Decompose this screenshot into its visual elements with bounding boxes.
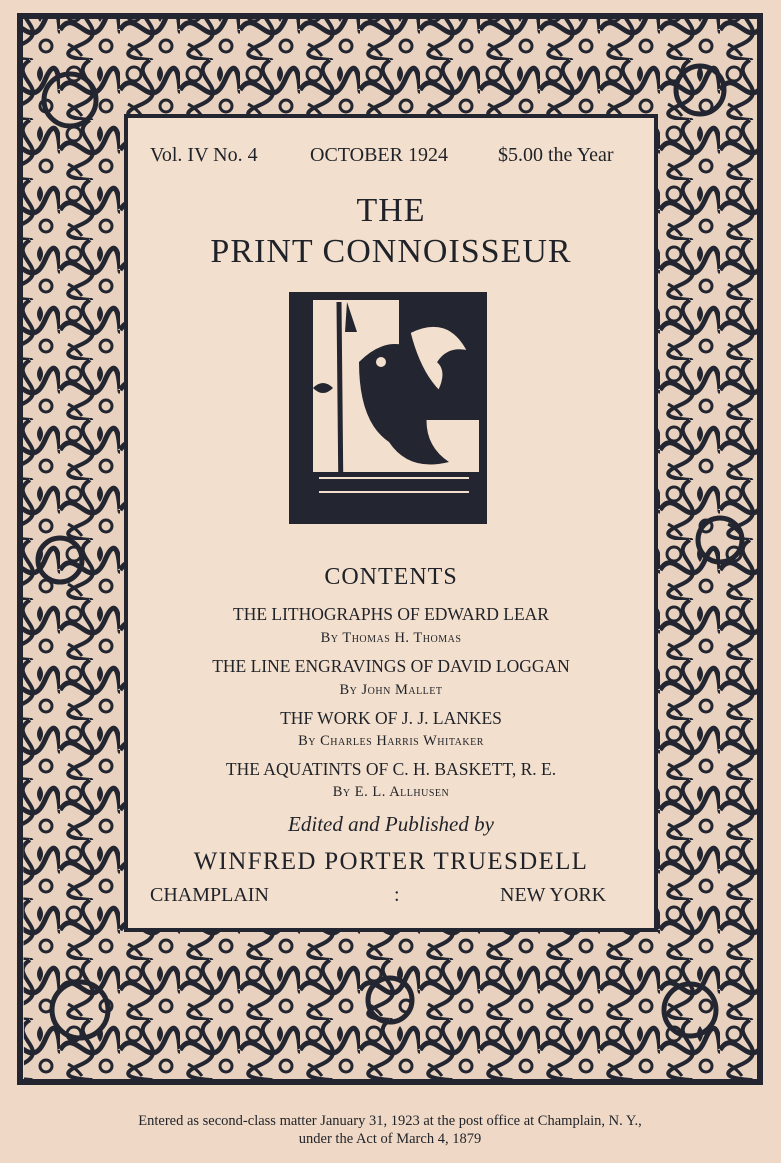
issue-date: OCTOBER 1924	[310, 144, 448, 166]
place-left: CHAMPLAIN	[150, 884, 269, 906]
article-title: THE LINE ENGRAVINGS OF DAVID LOGGAN	[212, 656, 570, 676]
article-author: By E. L. Allhusen	[332, 784, 450, 800]
article-title: THE LITHOGRAPHS OF EDWARD LEAR	[233, 604, 549, 624]
article-title: THF WORK OF J. J. LANKES	[280, 708, 502, 728]
article-author: By Charles Harris Whitaker	[298, 733, 484, 749]
title-line-2: PRINT CONNOISSEUR	[210, 233, 572, 270]
place-separator: :	[394, 884, 400, 906]
contents-heading: CONTENTS	[324, 564, 458, 590]
place-right: NEW YORK	[500, 884, 607, 906]
mailing-notice-line-2: under the Act of March 4, 1879	[298, 1131, 482, 1147]
issue-line	[128, 144, 654, 174]
article-title: THE AQUATINTS OF C. H. BASKETT, R. E.	[225, 759, 557, 779]
subscription-price: $5.00 the Year	[498, 144, 614, 166]
mailing-notice-line-1: Entered as second-class matter January 31, 1923 at the post office at Champlain, N. Y.,	[138, 1113, 642, 1129]
griffin-woodcut-illustration	[289, 292, 487, 524]
volume-number: Vol. IV No. 4	[150, 144, 258, 166]
publisher-name: WINFRED PORTER TRUESDELL	[193, 848, 589, 875]
article-author: By Thomas H. Thomas	[320, 630, 462, 646]
edited-by-line: Edited and Published by	[288, 812, 494, 836]
title-line-1: THE	[356, 192, 426, 229]
article-author: By John Mallet	[339, 682, 443, 698]
